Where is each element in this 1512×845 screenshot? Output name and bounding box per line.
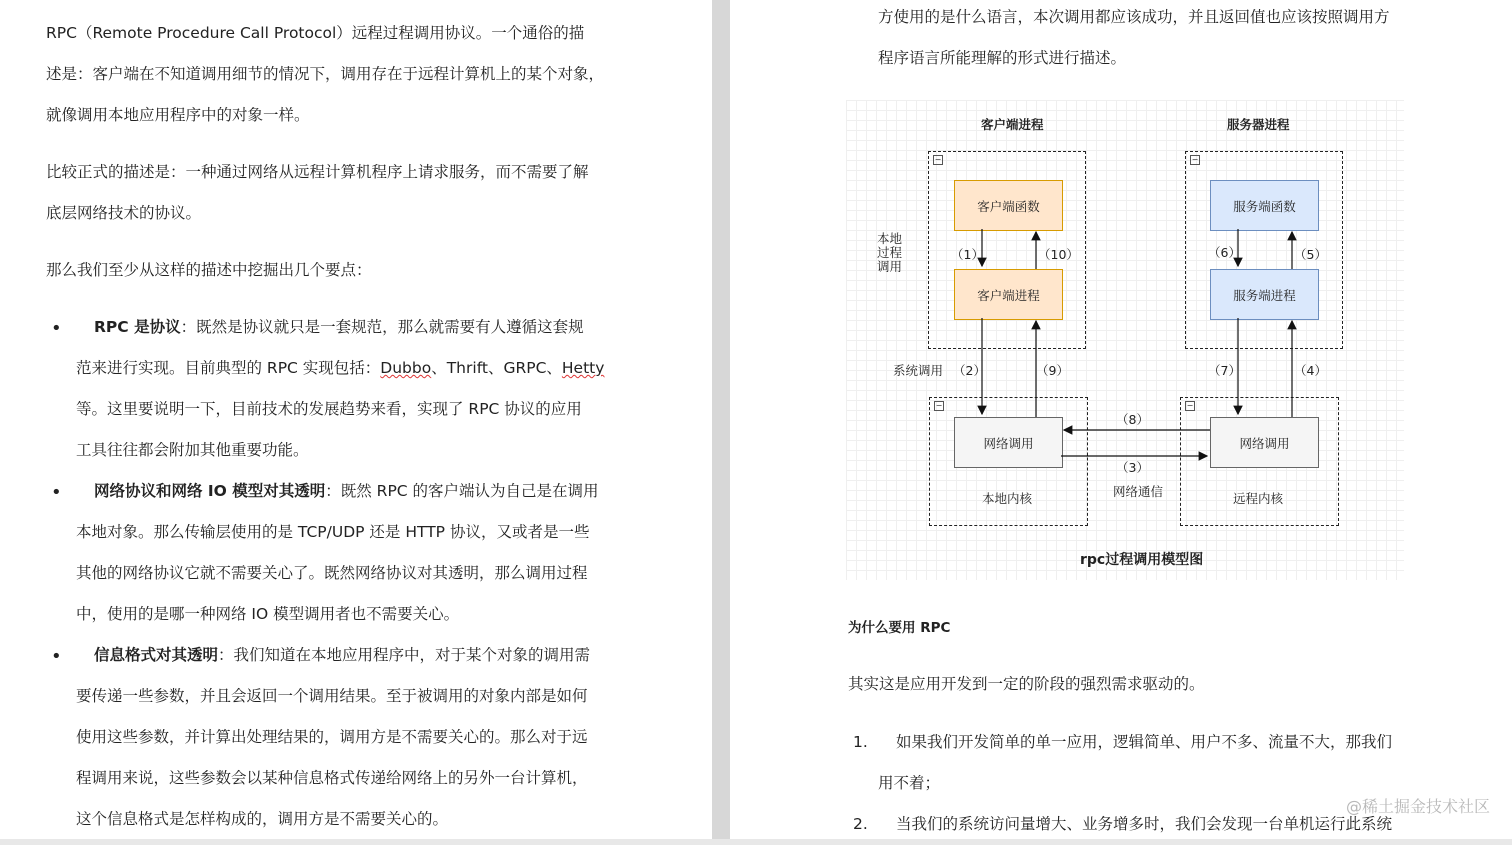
paragraph-why-rpc: [848, 664, 1205, 705]
text-line: 中，使用的是哪一种网络 IO 模型调用者也不需要关心。: [76, 605, 460, 623]
step-label: （4）: [1294, 363, 1327, 378]
page-gutter: [712, 0, 730, 839]
bullet-item-format-transparent: [76, 635, 590, 839]
spellcheck-word: Hetty: [561, 359, 605, 377]
text-line: RPC（Remote Procedure Call Protocol）远程过程调用协议。一个通俗的描: [46, 24, 585, 42]
bullet-marker: •: [51, 646, 62, 667]
bullet-item-network-transparent: [76, 471, 599, 635]
text-line: ：既然是协议就只是一套规范，那么就需要有人遵循这套规: [180, 318, 584, 336]
collapse-icon[interactable]: −: [935, 401, 943, 410]
step-label: （10）: [1038, 247, 1079, 262]
text-line: 比较正式的描述是：一种通过网络从远程计算机程序上请求服务，而不需要了解: [46, 163, 589, 181]
text-line: 范来进行实现。目前典型的 RPC 实现包括：: [76, 359, 381, 377]
text-line: 要传递一些参数，并且会返回一个调用结果。至于被调用的对象内部是如何: [76, 687, 588, 705]
bullet-title: 信息格式对其透明: [94, 646, 219, 664]
paragraph-rpc-intro: [46, 13, 604, 136]
step-label: （5）: [1294, 247, 1327, 262]
collapse-icon[interactable]: −: [1186, 401, 1194, 410]
list-number: 2.: [853, 815, 868, 833]
rpc-model-diagram: [846, 100, 1404, 580]
collapse-icon[interactable]: −: [934, 155, 942, 164]
text-line: 方使用的是什么语言，本次调用都应该成功，并且返回值也应该按照调用方: [878, 8, 1390, 26]
diagram-arrows: [846, 100, 1404, 580]
text-line: 本地对象。那么传输层使用的是 TCP/UDP 还是 HTTP 协议，又或者是一些: [76, 523, 590, 541]
step-label: （3）: [1116, 460, 1149, 475]
step-label: （6）: [1208, 245, 1241, 260]
list-number: 1.: [853, 733, 868, 751]
spellcheck-word: Dubbo: [380, 359, 432, 377]
bullet-item-rpc-protocol: [76, 307, 604, 471]
text-line: 述是：客户端在不知道调用细节的情况下，调用存在于远程计算机上的某个对象，: [46, 65, 605, 83]
text-line: 程序语言所能理解的形式进行描述。: [878, 49, 1127, 67]
list-item: [878, 722, 1392, 804]
text-line: 就像调用本地应用程序中的对象一样。: [46, 106, 310, 124]
paragraph-key-points-intro: [46, 250, 372, 291]
paragraph-continued: [878, 0, 1390, 79]
step-label: （9）: [1036, 363, 1069, 378]
section-heading: 为什么要用 RPC: [848, 620, 951, 636]
text-line: 用不着；: [878, 774, 941, 792]
system-call-label: 系统调用: [893, 363, 944, 378]
remote-kernel-label: 远程内核: [1233, 491, 1284, 506]
bullet-marker: •: [51, 318, 62, 339]
text-line: 如果我们开发简单的单一应用，逻辑简单、用户不多、流量不大，那我们: [896, 733, 1393, 751]
text-line: 等。这里要说明一下，目前技术的发展趋势来看，实现了 RPC 协议的应用: [76, 400, 582, 418]
network-communication-label: 网络通信: [1113, 484, 1164, 499]
text-line: ：既然 RPC 的客户端认为自己是在调用: [325, 482, 599, 500]
text-line: 使用这些参数，并计算出处理结果的，调用方是不需要关心的。那么对于远: [76, 728, 588, 746]
watermark: @稀土掘金技术社区: [1345, 797, 1490, 816]
text-line: 这个信息格式是怎样构成的，调用方是不需要关心的。: [76, 810, 449, 828]
bullet-marker: •: [51, 482, 62, 503]
text-line: 工具往往都会附加其他重要功能。: [76, 441, 309, 459]
client-process-title: 客户端进程: [981, 117, 1044, 132]
step-label: （8）: [1116, 412, 1149, 427]
text-line: 其他的网络协议它就不需要关心了。既然网络协议对其透明，那么调用过程: [76, 564, 588, 582]
text-line: 程调用来说，这些参数会以某种信息格式传递给网络上的另外一台计算机，: [76, 769, 588, 787]
local-network-call-box: 网络调用: [954, 417, 1063, 468]
client-process-box: 客户端进程: [954, 269, 1063, 320]
diagram-caption: rpc过程调用模型图: [1080, 552, 1204, 568]
step-label: （2）: [953, 363, 986, 378]
local-kernel-label: 本地内核: [982, 491, 1033, 506]
server-function-box: 服务端函数: [1210, 180, 1319, 231]
bullet-title: RPC 是协议: [94, 318, 181, 336]
text-line: 当我们的系统访问量增大、业务增多时，我们会发现一台单机运行此系统: [896, 815, 1393, 833]
document-page-left: [0, 0, 712, 839]
step-label: （1）: [951, 247, 984, 262]
text-line: 底层网络技术的协议。: [46, 204, 202, 222]
bullet-title: 网络协议和网络 IO 模型对其透明: [94, 482, 326, 500]
local-procedure-call-label: 本地 过程 调用: [877, 231, 903, 274]
paragraph-formal-description: [46, 152, 589, 234]
collapse-icon[interactable]: −: [1191, 155, 1199, 164]
step-label: （7）: [1208, 363, 1241, 378]
text-line: 其实这是应用开发到一定的阶段的强烈需求驱动的。: [848, 675, 1205, 693]
client-function-box: 客户端函数: [954, 180, 1063, 231]
text-line: ：我们知道在本地应用程序中，对于某个对象的调用需: [218, 646, 591, 664]
remote-network-call-box: 网络调用: [1210, 417, 1319, 468]
server-process-title: 服务器进程: [1227, 117, 1290, 132]
server-process-box: 服务端进程: [1210, 269, 1319, 320]
text-line: 那么我们至少从这样的描述中挖掘出几个要点：: [46, 261, 372, 279]
text-line: 、Thrift、GRPC、: [431, 359, 562, 377]
